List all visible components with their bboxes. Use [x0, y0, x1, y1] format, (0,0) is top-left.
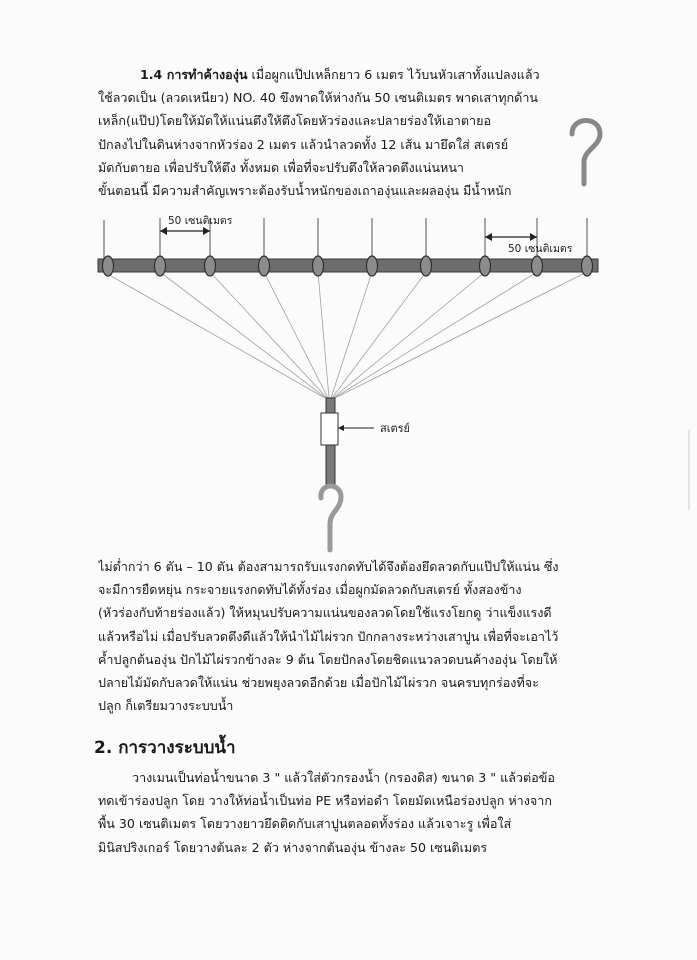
paragraph-line: ปลูก ก็เตรียมวางระบบน้ำ — [98, 698, 234, 714]
turnbuckle-label: สเตรย์ — [380, 422, 410, 435]
spacing-label-right: 50 เซนติเมตร — [508, 243, 573, 255]
paragraph-line: ปลายไม้มัดกับลวดให้แน่น ช่วยพยุงลวดอีกด้วย เมื่อปักไม้ไผ่รวก จนครบทุกร่องที่จะ — [98, 675, 539, 691]
paragraph-line: วางเมนเป็นท่อน้ำขนาด 3 " แล้วใส่ตัวกรองน้ำ (กรองดิส) ขนาด 3 " แล้วต่อข้อ — [132, 770, 555, 785]
section-1-4-continuation — [98, 555, 618, 717]
scan-edge-mark — [684, 430, 694, 510]
paragraph-line: ขั้นตอนนี้ มีความสำคัญเพราะต้องรับน้ำหนักของเถาองุ่นและผลองุ่น มีน้ำหนัก — [98, 183, 512, 199]
steel-pipe — [98, 259, 598, 272]
paragraph-line: ค้ำปลูกต้นองุ่น ปักไม้ไผ่รวกข้างละ 9 ต้น โดยปักลงโดยชิดแนวลวดบนค้างองุ่น โดยให้ — [98, 651, 558, 667]
paragraph-line: มินิสปริงเกอร์ โดยวางต้นละ 2 ตัว ห่างจากต้นองุ่น ข้างละ 50 เซนติเมตร — [98, 839, 488, 855]
paragraph-line: เหล็ก(แป๊ป)โดยให้มัดให้แน่นตึงให้ตึงโดยหัวร่องและปลายร่องให้เอาตายอ — [98, 113, 492, 129]
paragraph-line: ทดเข้าร่องปลูก โดย วางให้ท่อน้ำเป็นท่อ PE หรือท่อดำ โดยมัดเหนือร่องปลูก ห่างจาก — [98, 793, 552, 809]
section-1-4-paragraph — [98, 63, 618, 202]
paragraph-line: จะมีการยืดหยุ่น กระจายแรงกดทับได้ทั้งร่อง เมื่อผูกมัดลวดกับสเตรย์ ทั้งสองข้าง — [98, 582, 522, 598]
spacing-dimension-left — [160, 215, 233, 235]
spacing-dimension-right — [485, 233, 573, 255]
section-2-paragraph — [98, 766, 618, 859]
spacing-label-left: 50 เซนติเมตร — [168, 215, 233, 227]
paragraph-line: ไม่ต่ำกว่า 6 ตัน – 10 ตัน ต้องสามารถรับแรงกดทับได้จึงต้องยึดลวดกับแป๊ปให้แน่น ซึ่ง — [98, 559, 559, 574]
turnbuckle-assembly — [321, 398, 410, 487]
paragraph-text: เมื่อผูกแป๊ปเหล็กยาว 6 เมตร ไว้บนหัวเสาทั้งแปลงแล้ว — [247, 67, 540, 82]
paragraph-line: แล้วหรือไม่ เมื่อปรับลวดตึงดีแล้วให้นำไม้ไผ่รวก ปักกลางระหว่างเสาปูน เพื่อที่จะเอาไว้ — [98, 628, 559, 644]
paragraph-line — [98, 63, 618, 86]
trellis-wire-diagram — [90, 200, 610, 560]
radiating-wires — [104, 272, 587, 398]
ground-anchor-hook-icon — [321, 486, 341, 550]
paragraph-line: ปักลงไปในดินห่างจากหัวร่อง 2 เมตร แล้วนำลวดทั้ง 12 เส้น มายึดใส่ สเตรย์ — [98, 136, 509, 152]
anchor-hook-icon — [560, 110, 610, 190]
section-2-heading: 2. การวางระบบน้ำ — [94, 738, 236, 758]
paragraph-line: ใช้ลวดเป็น (ลวดเหนียว) NO. 40 ขึงพาดให้ห่างกัน 50 เซนติเมตร พาดเสาทุกด้าน — [98, 90, 539, 106]
paragraph-line: มัดกับตายอ เพื่อปรับให้ตึง ทั้งหมด เพื่อที่จะปรับตึงให้ลวดตึงแน่นหนา — [98, 159, 464, 175]
paragraph-line: พื้น 30 เซนติเมตร โดยวางยาวยึดติดกับเสาปูนตลอดทั้งร่อง แล้วเจาะรู เพื่อใส่ — [98, 816, 512, 832]
paragraph-line: (หัวร่องกับท้ายร่องแล้ว) ให้หมุนปรับความแน่นของลวดโดยใช้แรงโยกดู ว่าแข็งแรงดี — [98, 605, 552, 621]
section-title: 1.4 การทำค้างองุ่น — [140, 67, 248, 82]
